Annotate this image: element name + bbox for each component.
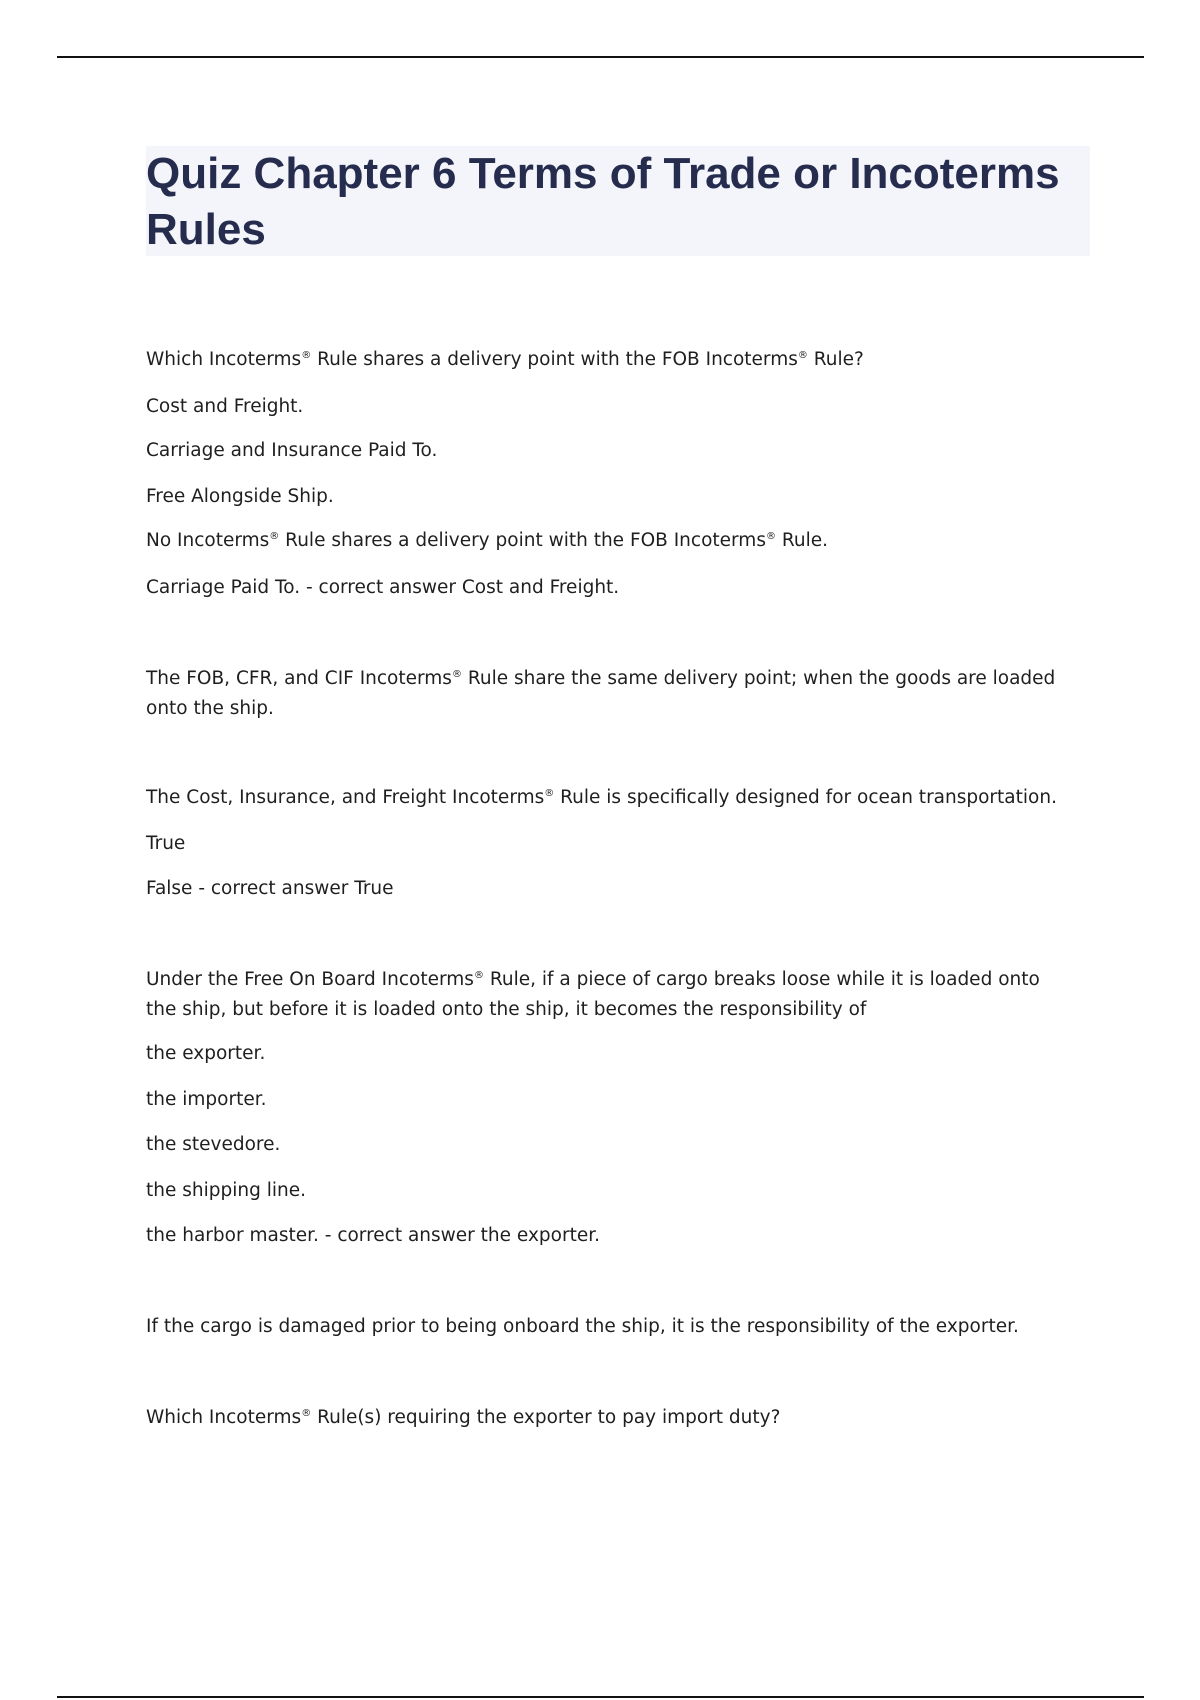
question-1-option-1: Cost and Freight. [146, 396, 304, 417]
registered-mark: ® [473, 969, 484, 981]
question-3-option-4: the shipping line. [146, 1180, 306, 1201]
question-3-option-1: the exporter. [146, 1043, 266, 1064]
registered-mark: ® [544, 787, 555, 799]
question-1-option-4-part-c: Rule. [775, 530, 829, 551]
registered-mark: ® [765, 530, 776, 542]
question-3-part-a: Under the Free On Board Incoterms [146, 969, 474, 990]
question-1 [146, 345, 1076, 375]
question-4 [146, 1403, 1076, 1433]
question-1-option-4-part-a: No Incoterms [146, 530, 270, 551]
explanation-3: If the cargo is damaged prior to being onboard the ship, it is the responsibility of the exporter. [146, 1316, 1019, 1337]
question-1-option-3: Free Alongside Ship. [146, 486, 334, 507]
registered-mark: ® [301, 349, 312, 361]
question-4-part-a: Which Incoterms [146, 1407, 302, 1428]
question-1-part-b: Rule shares a delivery point with the FOB Incoterms [311, 349, 798, 370]
question-1-option-4-part-b: Rule shares a delivery point with the FOB Incoterms [279, 530, 766, 551]
question-3-option-5-answer: the harbor master. - correct answer the exporter. [146, 1225, 601, 1246]
question-2-option-1: True [146, 833, 186, 854]
question-4-part-b: Rule(s) requiring the exporter to pay import duty? [311, 1407, 781, 1428]
question-2-part-a: The Cost, Insurance, and Freight Incoterms [146, 787, 545, 808]
question-1-option-5-answer: Carriage Paid To. - correct answer Cost and Freight. [146, 577, 620, 598]
question-2-option-2-answer: False - correct answer True [146, 878, 394, 899]
question-3-option-2: the importer. [146, 1089, 267, 1110]
explanation-1-part-a: The FOB, CFR, and CIF Incoterms [146, 668, 452, 689]
explanation-1 [146, 664, 1076, 724]
registered-mark: ® [269, 530, 280, 542]
question-1-part-a: Which Incoterms [146, 349, 302, 370]
question-2-part-b: Rule is specifically designed for ocean transportation. [554, 787, 1057, 808]
registered-mark: ® [451, 668, 462, 680]
registered-mark: ® [797, 349, 808, 361]
question-1-option-4 [146, 526, 1076, 556]
document-title: Quiz Chapter 6 Terms of Trade or Incoterms Rules [146, 149, 1060, 254]
footer-rule [57, 1696, 1144, 1698]
registered-mark: ® [301, 1407, 312, 1419]
question-1-option-2: Carriage and Insurance Paid To. [146, 440, 438, 461]
question-2 [146, 783, 1076, 813]
explanation-1-part-b: Rule share the same delivery point; when the goods are loaded onto the ship. [146, 668, 1056, 719]
question-3-option-3: the stevedore. [146, 1134, 281, 1155]
question-3-part-b: Rule, if a piece of cargo breaks loose while it is loaded onto the ship, but before it is loaded onto the ship, it becomes the responsibility of [146, 969, 1040, 1020]
question-1-part-c: Rule? [807, 349, 864, 370]
header-rule [57, 56, 1144, 58]
question-3 [146, 965, 1076, 1025]
